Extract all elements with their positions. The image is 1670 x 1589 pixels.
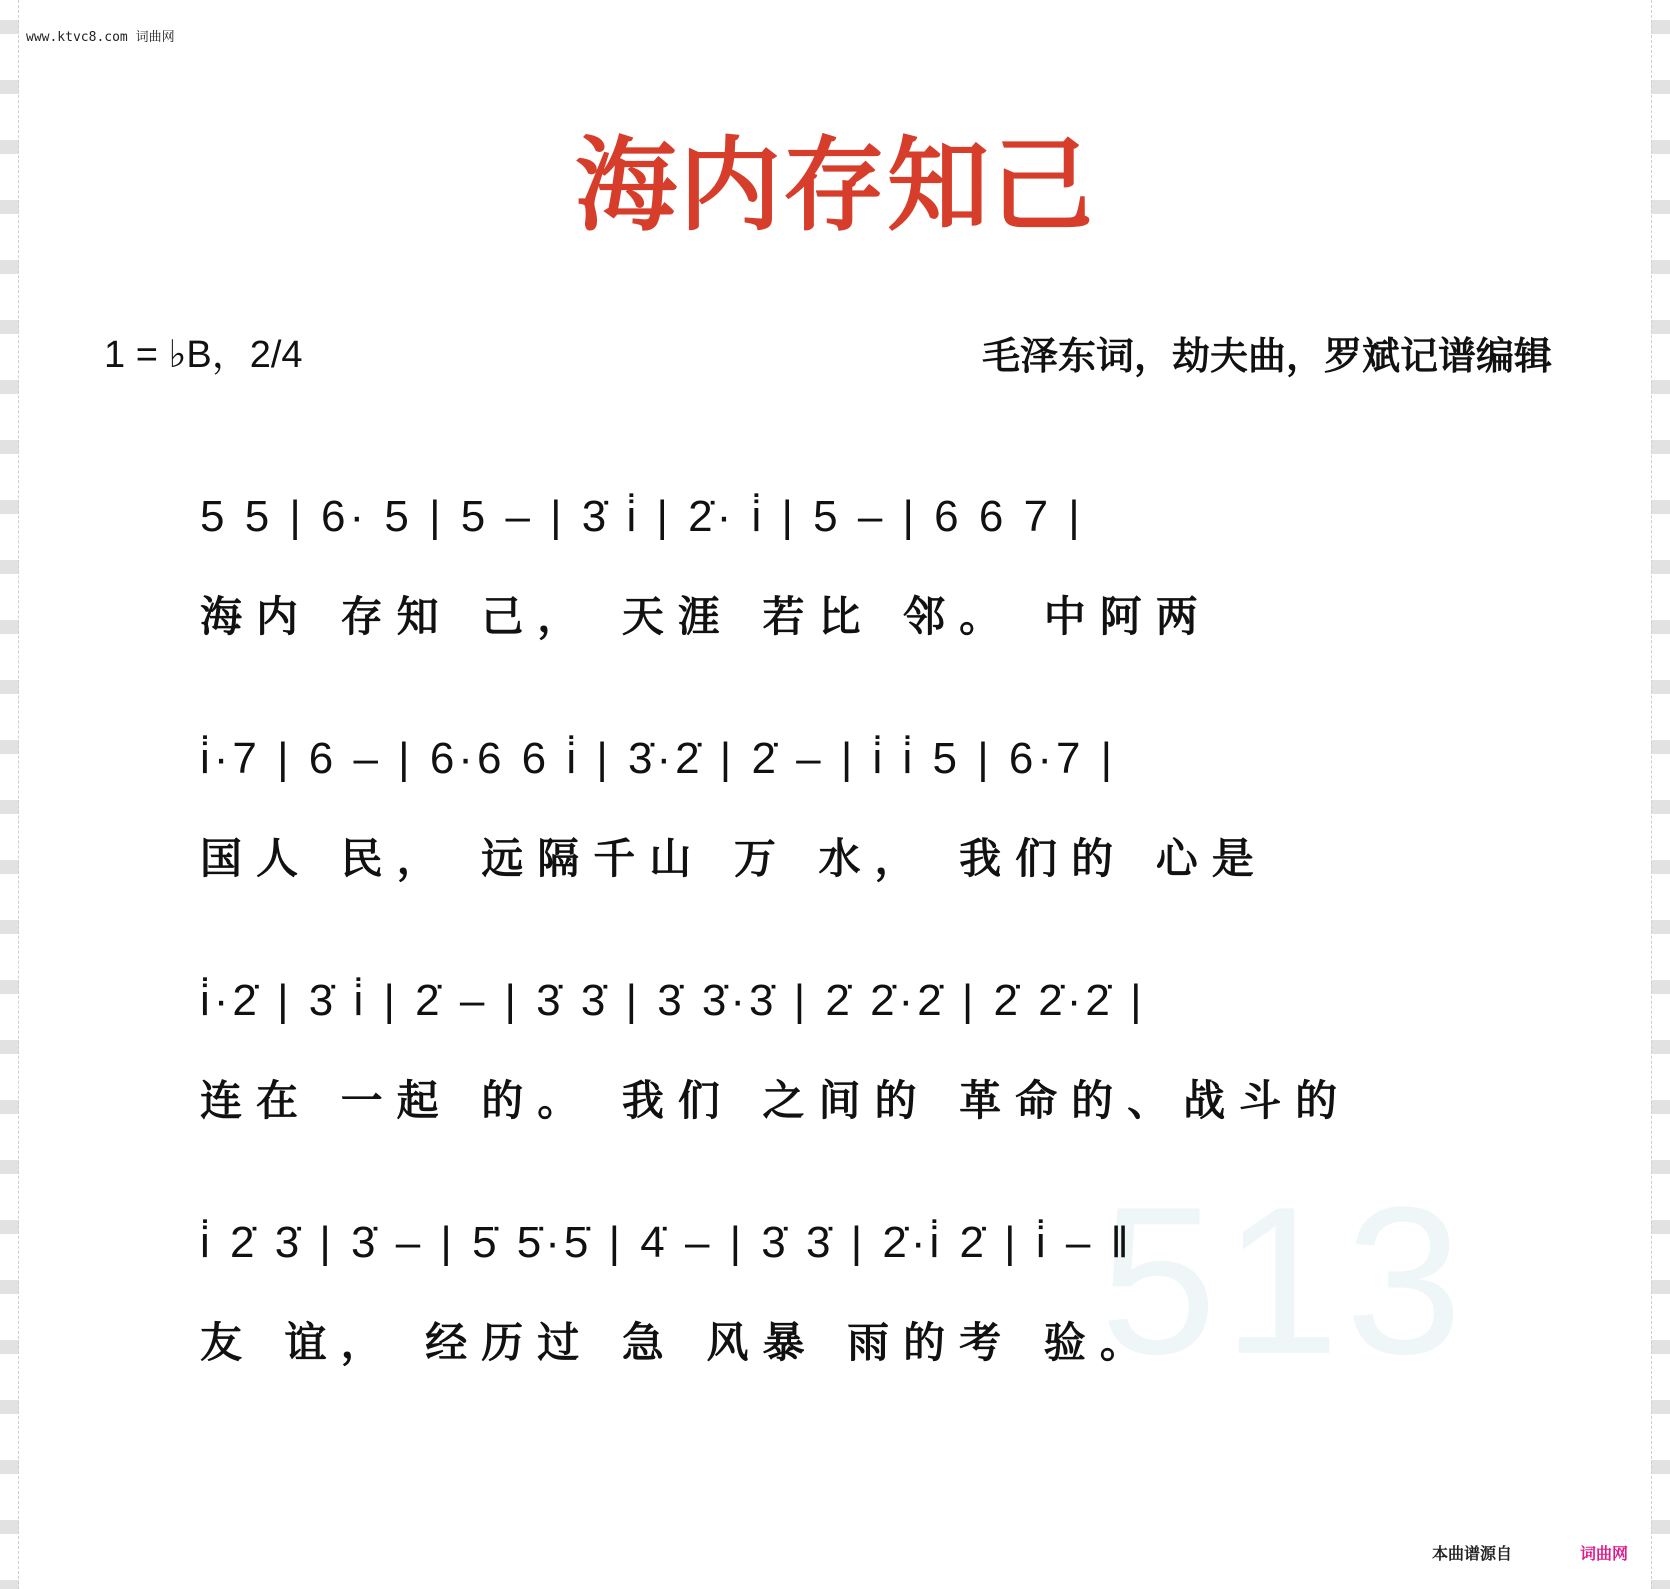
notation-line: i̇·7 | 6 – | 6·6 6 i̇ | 3̇·2̇ | 2̇ – | i̇ i̇ 5 | 6·7 | — [200, 734, 1117, 783]
score-row-2 — [200, 734, 1480, 883]
score-row-1 — [200, 492, 1480, 641]
lyrics-line: 海内 存知 己， 天涯 若比 邻。 中阿两 — [200, 592, 1212, 641]
notation-line: i̇·2̇ | 3̇ i̇ | 2̇ – | 3̇ 3̇ | 3̇ 3̇·3̇ | 2̇ 2̇·2̇ | 2̇ 2̇·2̇ | — [200, 976, 1146, 1025]
watermark-logo: 513 — [1100, 1163, 1469, 1398]
song-title: 海内存知己 — [575, 127, 1095, 246]
score-row-3 — [200, 976, 1480, 1125]
lyrics-line: 友 谊， 经历过 急 风暴 雨的考 验。 — [200, 1318, 1156, 1367]
site-url: www.ktvc8.com 词曲网 — [26, 30, 175, 45]
lyrics-line: 连在 一起 的。 我们 之间的 革命的、战斗的 — [200, 1076, 1352, 1125]
source-site-link[interactable]: 词曲网 — [1580, 1544, 1629, 1563]
notation-line: i̇ 2̇ 3̇ | 3̇ – | 5̇ 5̇·5̇ | 4̇ – | 3̇ 3̇ | 2̇·i̇ 2̇ | i̇ – ‖ — [200, 1218, 1133, 1267]
key-signature: 1 = ♭B，2/4 — [104, 334, 303, 376]
notation-line: 5 5 | 6· 5 | 5 – | 3̇ i̇ | 2̇· i̇ | 5 – | 6 6 7 | — [200, 492, 1084, 541]
song-credits: 毛泽东词，劫夫曲，罗斌记谱编辑 — [981, 334, 1552, 378]
lyrics-line: 国人 民， 远隔千山 万 水， 我们的 心是 — [200, 834, 1268, 883]
source-label: 本曲谱源自 — [1432, 1544, 1513, 1563]
